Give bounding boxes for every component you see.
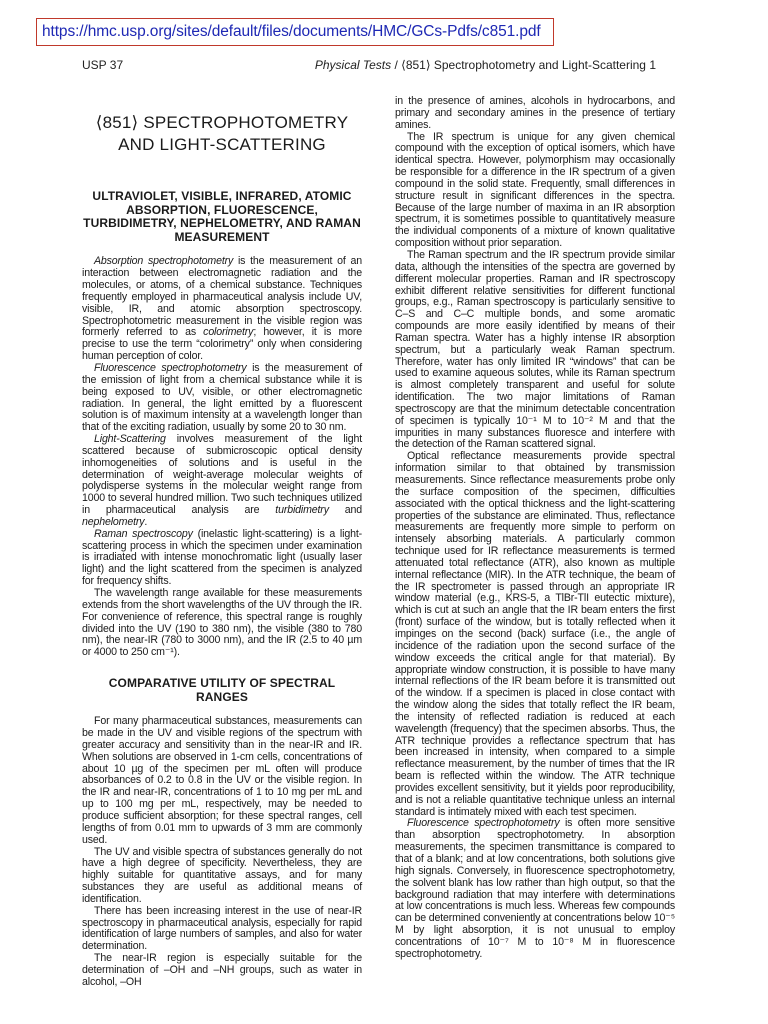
paragraph-light-scattering	[82, 434, 362, 529]
running-head-right	[315, 58, 656, 72]
paragraph-near-ir-interest: There has been increasing interest in the use of near-IR spectroscopy in pharmaceutical analysis, especially for rapid identification of large numbers of samples, and also for water determination.	[82, 904, 362, 953]
running-head-section: Physical Tests	[314, 58, 392, 72]
paragraph-raman-vs-ir: The Raman spectrum and the IR spectrum provide similar data, although the intensities of the spectra are governed by different molecular properties. Raman and IR spectroscopy exhibit different relative sensitivities for different functional groups, e.g., Raman spectroscopy is particularly sensitive to C–S and C–C multiple bonds, and some aromatic compounds are more easily identified by means of their Raman spectra. Water has a highly intense IR absorption spectrum, but a particularly weak Raman spectrum. Therefore, water has only limited IR “windows” that can be used to examine aqueous solutes, while its Raman spectrum is almost completely transparent and useful for solute identification. The two major limitations of Raman spectroscopy are that the minimum detectable concentration of specimen is typically 10⁻¹ M to 10⁻² M and that the impurities in many substances fluoresce and interfere with the detection of the Raman scattered signal.	[395, 248, 675, 451]
paragraph-text: involves measurement of the light scattered because of submicroscopic optical density inhomogeneities of solutions and is useful in the determination of weight-average molecular weights of polydisperse systems in the molecular weight range from 1000 to several hundred million. Two such techniques utilized in pharmaceutical analysis are	[82, 433, 362, 517]
right-column	[395, 96, 675, 961]
section-heading-comparative-utility: COMPARATIVE UTILITY OF SPECTRAL RANGES	[108, 676, 336, 704]
paragraph-reflectance: Optical reflectance measurements provide spectral information similar to that obtained by transmission measurements. Since reflectance measurements probe only the surface composition of the specimen, difficulties associated with the optical thickness and the light-scattering properties of the substance are eliminated. Thus, reflectance measurements are frequently more simple to perform on intensely absorbing materials. A particularly common technique used for IR reflectance measurements is termed attenuated total reflectance (ATR), also known as multiple internal reflectance (MIR). In the ATR technique, the beam of the IR spectrometer is passed through an appropriate IR window material (e.g., KRS-5, a TlBr-TlI eutectic mixture), which is cut at such an angle that the IR beam enters the first (front) surface of the window, but is totally reflected when it impinges on the second (back) surface (i.e., the angle of incidence of the radiation upon the second surface of the window exceeds the critical angle for that material). By appropriate window construction, it is possible to have many internal reflections of the IR beam before it is transmitted out of the window. If a specimen is placed in close contact with the window along the sides that totally reflect the IR beam, the intensity of reflected radiation is reduced at each wavelength (frequency) that the specimen absorbs. Thus, the ATR technique provides a reflectance spectrum that has been increased in intensity, when compared to a simple reflectance measurement, by the number of times that the IR beam is reflected within the window. The ATR technique provides excellent sensitivity, but it yields poor reproducibility, and is not a reliable quantitative technique unless an internal standard is intimately mixed with each test specimen.	[395, 450, 675, 818]
paragraph-text: is the measurement of the emission of light from a chemical substance while it is being exposed to UV, visible, or other electromagnetic radiation. In general, the light emitted by a fluorescent solution is of maximum intensity at a wavelength longer than that of the exciting radiation, usually by some 20 to 30 nm.	[82, 361, 362, 434]
page-title: ⟨851⟩ SPECTROPHOTOMETRY AND LIGHT-SCATTERING	[95, 113, 349, 154]
paragraph-fluorescence	[82, 363, 362, 434]
paragraph-text: (inelastic light-scattering) is a light-scattering process in which the specimen under examination is irradiated with intense monochromatic light (usually laser light) and the light scattered from the specimen is analyzed for frequency shifts.	[82, 527, 362, 588]
term-turbidimetry: turbidimetry	[275, 504, 329, 517]
paragraph-text: is often more sensitive than absorption spectrophotometry. In absorption measurements, the specimen transmittance is compared to that of a blank; and at low concentrations, both solutions give high signals. Conversely, in fluorescence spectrophotometry, the solvent blank has low rather than high output, so that the background radiation that may interfere with determinations at low concentrations is much less. Whereas few compounds can be determined conveniently at concentrations below 10⁻⁵ M by light absorption, it is not unusual to employ concentrations of 10⁻⁷ M to 10⁻⁸ M in fluorescence spectrophotometry.	[395, 817, 675, 960]
running-head-left: USP 37	[82, 58, 124, 72]
term-light-scattering: Light-Scattering	[94, 433, 166, 446]
running-head-chapter: / ⟨851⟩ Spectrophotometry and Light-Scattering 1	[391, 58, 656, 72]
paragraph-text: ; however, it is more precise to use the term “colorimetry” only when considering human perception of color.	[82, 326, 362, 363]
term-colorimetry: colorimetry	[203, 326, 254, 339]
paragraph-text: is the measurement of an interaction between electromagnetic radiation and the molecules, or atoms, of a chemical substance. Techniques frequently employed in pharmaceutical analysis include UV, visible, IR, and atomic absorption spectroscopy. Spectrophotometric measurement in the visible region was formerly referred to as	[82, 255, 363, 339]
url-bar[interactable]	[36, 18, 554, 46]
paragraph-text: .	[144, 515, 148, 528]
paragraph-pharmaceutical: For many pharmaceutical substances, measurements can be made in the UV and visible regions of the spectrum with greater accuracy and sensitivity than in the near-IR and IR. When solutions are observed in 1-cm cells, concentrations of about 10 µg of the specimen per mL often will produce absorbances of 0.2 to 0.8 in the UV or the visible region. In the IR and near-IR, concentrations of 1 to 10 mg per mL and up to 100 mg per mL, respectively, may be needed to produce sufficient absorption; for these spectral ranges, cell lengths of from 0.01 mm to upwards of 3 mm are commonly used.	[82, 715, 362, 846]
paragraph-ir-spectrum: The IR spectrum is unique for any given chemical compound with the exception of optical isomers, which have identical spectra. However, polymorphism may occasionally be responsible for a difference in the IR spectrum of a given compound in the solid state. Frequently, small differences in structure result in significant differences in the spectra. Because of the large number of maxima in an IR absorption spectrum, it is sometimes possible to quantitatively measure the individual components of a mixture of known qualitative composition without prior separation.	[395, 130, 675, 250]
term-fluorescence: Fluorescence spectrophotometry	[407, 817, 560, 830]
paragraph-raman	[82, 529, 362, 588]
paragraph-absorption	[82, 256, 362, 363]
term-absorption: Absorption spectrophotometry	[94, 255, 234, 268]
term-raman: Raman spectroscopy	[94, 527, 193, 540]
running-head	[82, 56, 656, 74]
paragraph-near-ir-region: The near-IR region is especially suitable for the determination of –OH and –NH groups, such as water in alcohol, –OH	[82, 952, 362, 988]
term-nephelometry: nephelometry	[82, 515, 145, 528]
paragraph-continued: in the presence of amines, alcohols in hydrocarbons, and primary and secondary amines in the presence of tertiary amines.	[395, 95, 675, 131]
paragraph-text: and	[328, 504, 362, 517]
section-heading-measurement: ULTRAVIOLET, VISIBLE, INFRARED, ATOMIC ABSORPTION, FLUORESCENCE, TURBIDIMETRY, NEPHELOMETRY, AND RAMAN MEASUREMENT	[83, 189, 361, 244]
url-text[interactable]: https://hmc.usp.org/sites/default/files/documents/HMC/GCs-Pdfs/c851.pdf	[42, 23, 541, 40]
term-fluorescence: Fluorescence spectrophotometry	[94, 361, 247, 374]
paragraph-uv-visible: The UV and visible spectra of substances generally do not have a high degree of specificity. Nevertheless, they are highly suitable for quantitative assays, and for many substances they are useful as additional means of identification.	[82, 845, 362, 905]
paragraph-fluorescence-sensitivity	[395, 818, 675, 960]
paragraph-wavelength-range: The wavelength range available for these measurements extends from the short wavelengths of the UV through the IR. For convenience of reference, this spectral range is roughly divided into the UV (190 to 380 nm), the visible (380 to 780 nm), the near-IR (780 to 3000 nm), and the IR (2.5 to 40 µm or 4000 to 250 cm⁻¹).	[82, 587, 362, 659]
left-column	[82, 112, 362, 989]
